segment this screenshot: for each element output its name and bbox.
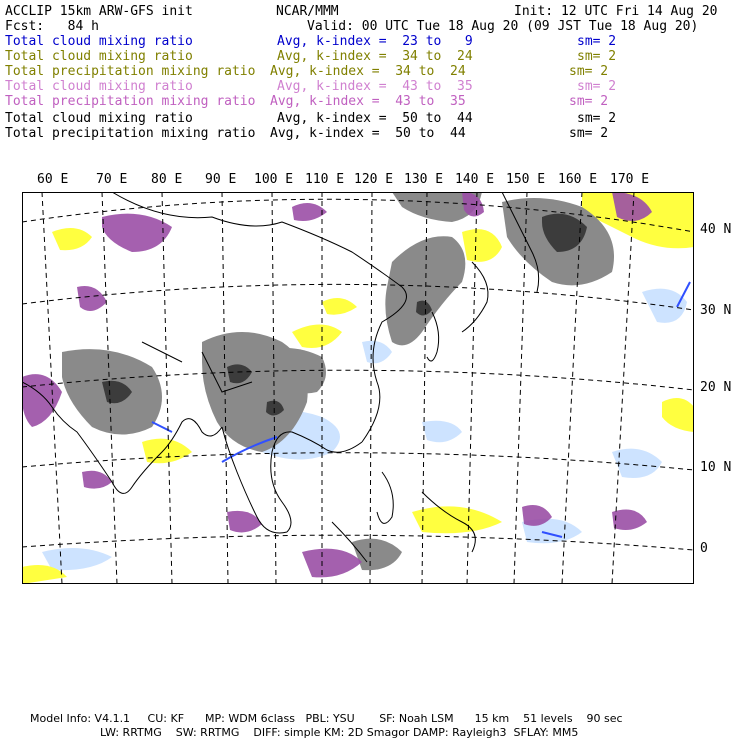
legend-avg: Avg, k-index = 34 to 24 — [277, 49, 473, 64]
lon-label: 90 E — [205, 172, 237, 187]
legend-field: Total cloud mixing ratio — [5, 49, 193, 64]
legend-field: Total precipitation mixing ratio — [5, 64, 256, 79]
lat-label: 30 N — [700, 303, 732, 318]
legend-avg: Avg, k-index = 50 to 44 — [277, 111, 473, 126]
lat-label: 0 — [700, 541, 708, 556]
lon-label: 60 E — [37, 172, 69, 187]
legend-field: Total cloud mixing ratio — [5, 111, 193, 126]
lon-label: 130 E — [404, 172, 444, 187]
model-info-line1: Model Info: V4.1.1 CU: KF MP: WDM 6class PBL: YSU SF: Noah LSM 15 km 51 levels 90 sec — [30, 712, 623, 725]
legend-field: Total cloud mixing ratio — [5, 79, 193, 94]
map-panel — [22, 192, 694, 584]
map-svg — [22, 192, 694, 584]
legend-sm: sm= 2 — [569, 94, 609, 109]
lon-label: 80 E — [151, 172, 183, 187]
legend-sm: sm= 2 — [569, 64, 609, 79]
lon-label: 70 E — [96, 172, 128, 187]
legend-avg: Avg, k-index = 43 to 35 — [270, 94, 466, 109]
lat-label: 40 N — [700, 222, 732, 237]
lon-label: 140 E — [455, 172, 495, 187]
model-info-line2: LW: RRTMG SW: RRTMG DIFF: simple KM: 2D Smagor DAMP: Rayleigh3 SFLAY: MM5 — [100, 726, 579, 739]
legend-sm: sm= 2 — [577, 34, 617, 49]
product-title: ACCLIP 15km ARW-GFS init — [5, 4, 193, 19]
legend-avg: Avg, k-index = 43 to 35 — [277, 79, 473, 94]
legend-avg: Avg, k-index = 50 to 44 — [270, 126, 466, 141]
lon-label: 160 E — [558, 172, 598, 187]
lat-label: 20 N — [700, 380, 732, 395]
legend-sm: sm= 2 — [569, 126, 609, 141]
lat-label: 10 N — [700, 460, 732, 475]
legend-field: Total precipitation mixing ratio — [5, 126, 256, 141]
forecast-hour: Fcst: 84 h — [5, 19, 99, 34]
lon-label: 100 E — [254, 172, 294, 187]
lon-label: 150 E — [506, 172, 546, 187]
legend-avg: Avg, k-index = 34 to 24 — [270, 64, 466, 79]
organization-label: NCAR/MMM — [276, 4, 339, 19]
lon-label: 170 E — [610, 172, 650, 187]
legend-field: Total precipitation mixing ratio — [5, 94, 256, 109]
lon-label: 110 E — [305, 172, 345, 187]
legend-sm: sm= 2 — [577, 111, 617, 126]
valid-time: Valid: 00 UTC Tue 18 Aug 20 (09 JST Tue 18 Aug 20) — [307, 19, 699, 34]
legend-sm: sm= 2 — [577, 79, 617, 94]
init-time: Init: 12 UTC Fri 14 Aug 20 — [514, 4, 718, 19]
lon-label: 120 E — [354, 172, 394, 187]
legend-avg: Avg, k-index = 23 to 9 — [277, 34, 473, 49]
legend-sm: sm= 2 — [577, 49, 617, 64]
legend-field: Total cloud mixing ratio — [5, 34, 193, 49]
